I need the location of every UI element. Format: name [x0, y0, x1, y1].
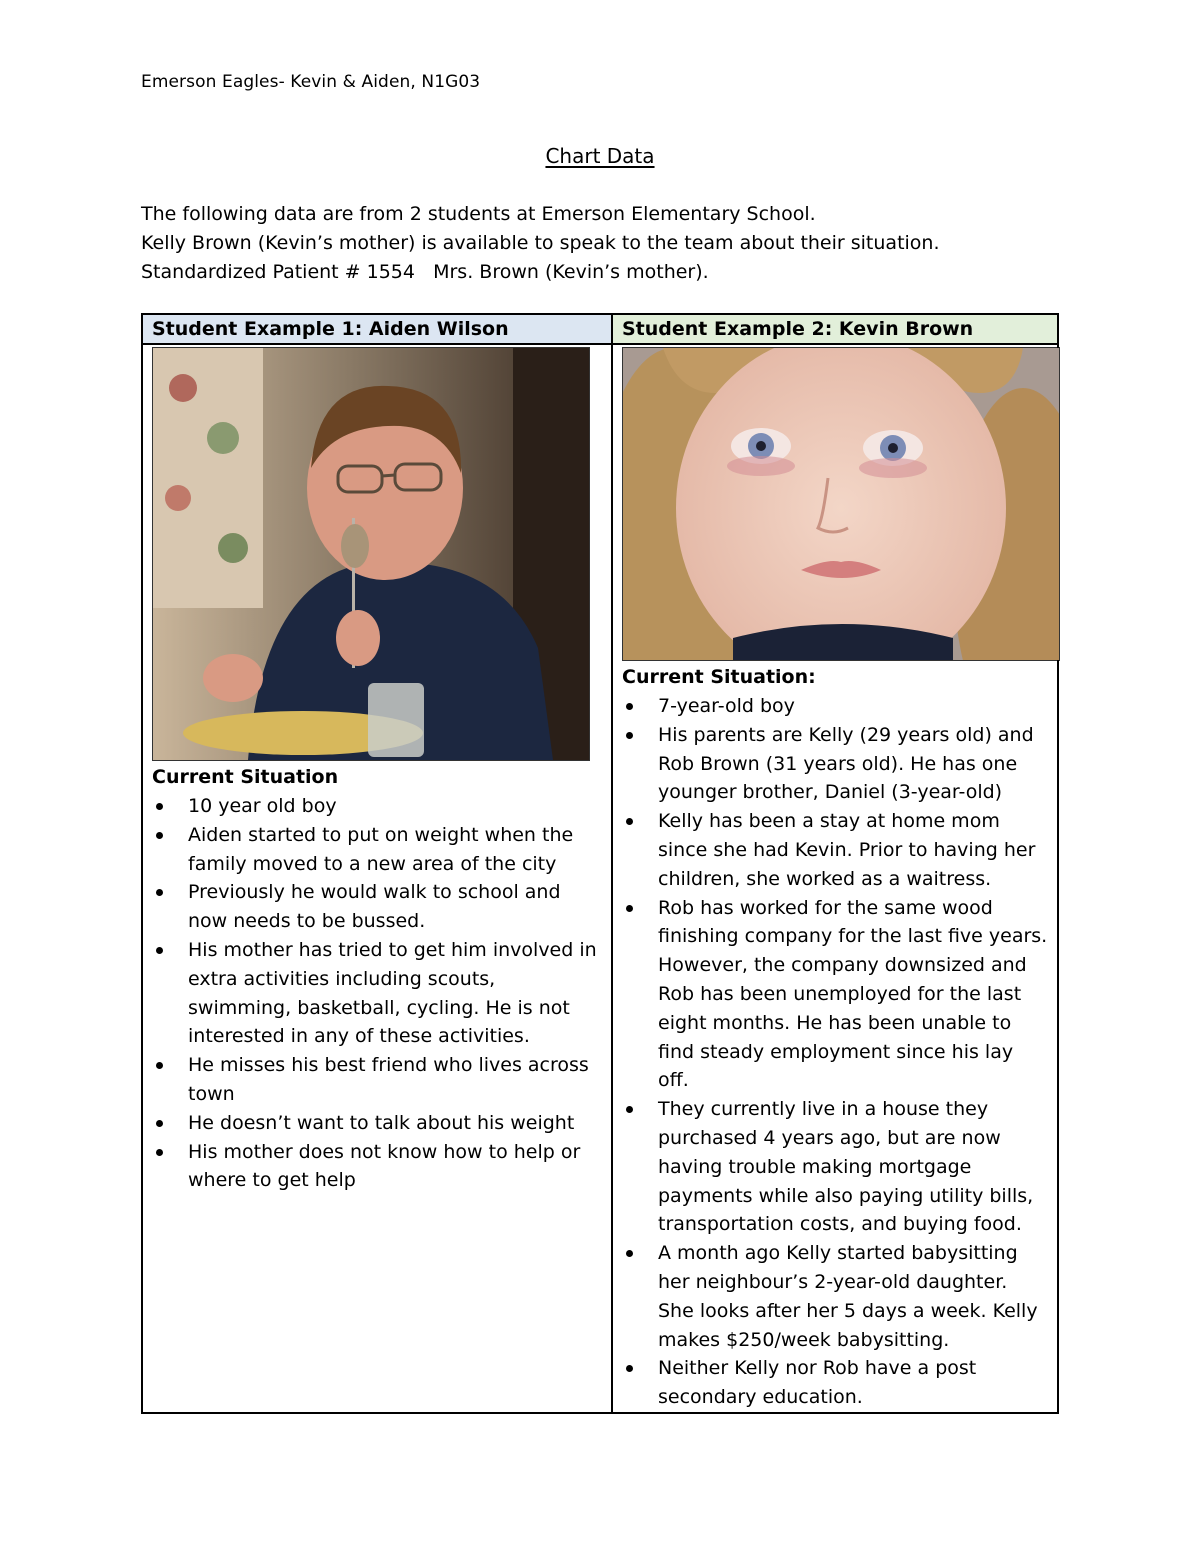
intro-line: Standardized Patient # 1554 Mrs. Brown (Kevin’s mother). [141, 261, 709, 283]
student2-cell [612, 344, 1058, 1413]
student1-situation-list [152, 792, 603, 1195]
list-item: They currently live in a house they purchased 4 years ago, but are now having trouble making mortgage payments while also paying utility bills, transportation costs, and buying food. [622, 1095, 1049, 1239]
student1-photo [152, 347, 590, 761]
list-item: His parents are Kelly (29 years old) and Rob Brown (31 years old). He has one younger brother, Daniel (3-year-old) [622, 721, 1049, 807]
student2-situation-heading: Current Situation: [622, 666, 816, 688]
list-item: He doesn’t want to talk about his weight [152, 1109, 603, 1138]
table-body-row [142, 344, 1058, 1413]
list-item: 7-year-old boy [622, 692, 1049, 721]
student-cases-table [141, 313, 1059, 1414]
student1-cell [142, 344, 612, 1413]
intro-paragraph [141, 200, 1061, 287]
student2-heading: Student Example 2: Kevin Brown [612, 314, 1058, 344]
list-item: He misses his best friend who lives across town [152, 1051, 603, 1109]
list-item: Aiden started to put on weight when the family moved to a new area of the city [152, 821, 603, 879]
list-item: Rob has worked for the same wood finishing company for the last five years. However, the company downsized and Rob has been unemployed for the last eight months. He has been unable to find steady employment since his lay off. [622, 894, 1049, 1096]
running-header: Emerson Eagles- Kevin & Aiden, N1G03 [141, 72, 481, 92]
intro-line: The following data are from 2 students at Emerson Elementary School. [141, 203, 816, 225]
list-item: Kelly has been a stay at home mom since she had Kevin. Prior to having her children, she worked as a waitress. [622, 807, 1049, 893]
student2-photo [622, 347, 1060, 661]
student1-heading: Student Example 1: Aiden Wilson [142, 314, 612, 344]
list-item: Neither Kelly nor Rob have a post secondary education. [622, 1354, 1049, 1412]
list-item: 10 year old boy [152, 792, 603, 821]
list-item: His mother has tried to get him involved in extra activities including scouts, swimming, basketball, cycling. He is not interested in any of these activities. [152, 936, 603, 1051]
list-item: Previously he would walk to school and now needs to be bussed. [152, 878, 603, 936]
page-title: Chart Data [545, 144, 655, 168]
list-item: His mother does not know how to help or where to get help [152, 1138, 603, 1196]
table-header-row [142, 314, 1058, 344]
list-item: A month ago Kelly started babysitting her neighbour’s 2-year-old daughter. She looks after her 5 days a week. Kelly makes $250/week babysitting. [622, 1239, 1049, 1354]
student1-situation-heading: Current Situation [152, 766, 339, 788]
intro-line: Kelly Brown (Kevin’s mother) is available to speak to the team about their situation. [141, 232, 940, 254]
student2-situation-list [622, 692, 1049, 1412]
